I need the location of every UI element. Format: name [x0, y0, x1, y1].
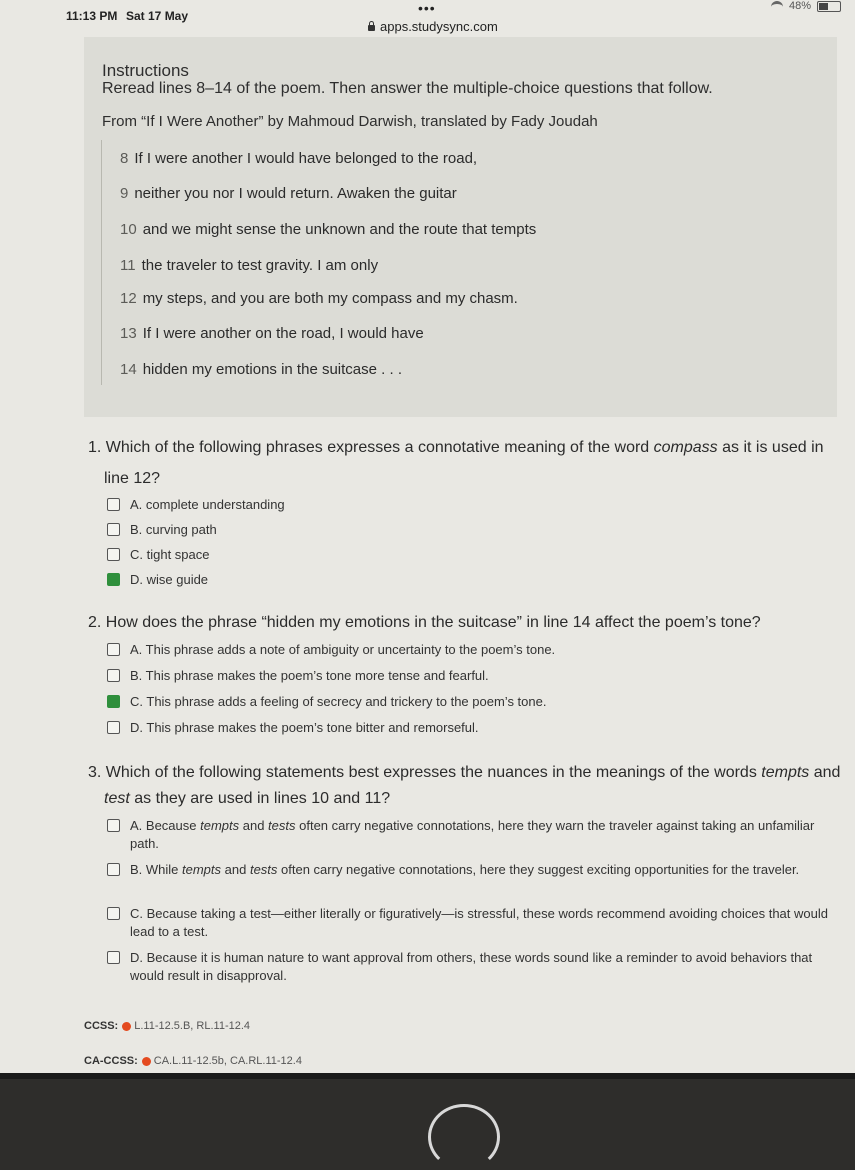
battery-status	[771, 0, 841, 12]
question-3-option-a[interactable]: A. Because tempts and tests often carry negative connotations, here they warn the traveler against taking an unfamiliar path.	[107, 817, 840, 853]
home-indicator-icon[interactable]	[428, 1104, 500, 1170]
checkbox-checked[interactable]	[107, 573, 120, 586]
checkbox[interactable]	[107, 523, 120, 536]
checkbox[interactable]	[107, 721, 120, 734]
question-1-option-b[interactable]: B. curving path	[107, 521, 217, 539]
lock-icon	[368, 25, 375, 31]
ccss-codes: L.11-12.5.B, RL.11-12.4	[134, 1020, 251, 1032]
poem-line: 8 If I were another I would have belonged to the road,	[120, 150, 478, 167]
question-2-option-c[interactable]: C. This phrase adds a feeling of secrecy and trickery to the poem’s tone.	[107, 693, 546, 711]
instructions-title: Instructions	[102, 61, 189, 80]
checkbox[interactable]	[107, 669, 120, 682]
question-3-option-b[interactable]: B. While tempts and tests often carry negative connotations, here they suggest exciting opportunities for the traveler.	[107, 861, 840, 879]
question-1-option-d[interactable]: D. wise guide	[107, 571, 208, 589]
poem-line: 14 hidden my emotions in the suitcase . . .	[120, 361, 402, 378]
standard-dot-icon	[122, 1022, 131, 1031]
ca-ccss-codes: CA.L.11-12.5b, CA.RL.11-12.4	[153, 1055, 302, 1067]
instructions-text: Reread lines 8–14 of the poem. Then answer the multiple-choice questions that follow.	[102, 80, 713, 97]
checkbox[interactable]	[107, 498, 120, 511]
question-2-option-b[interactable]: B. This phrase makes the poem’s tone more tense and fearful.	[107, 667, 489, 685]
checkbox-checked[interactable]	[107, 695, 120, 708]
question-1-text-cont: line 12?	[104, 470, 161, 487]
question-2-text: 2. How does the phrase “hidden my emotions in the suitcase” in line 14 affect the poem’s tone?	[88, 614, 761, 631]
question-2-option-a[interactable]: A. This phrase adds a note of ambiguity or uncertainty to the poem’s tone.	[107, 641, 555, 659]
checkbox[interactable]	[107, 819, 120, 832]
question-2-option-d[interactable]: D. This phrase makes the poem’s tone bitter and remorseful.	[107, 719, 479, 737]
status-time: 11:13 PM	[66, 9, 118, 23]
status-date: Sat 17 May	[126, 9, 189, 23]
poem-line: 12 my steps, and you are both my compass and my chasm.	[120, 290, 518, 307]
checkbox[interactable]	[107, 548, 120, 561]
poem-line: 10 and we might sense the unknown and the route that tempts	[120, 221, 537, 238]
wifi-icon	[771, 1, 783, 12]
poem-excerpt	[101, 140, 832, 385]
poem-source: From “If I Were Another” by Mahmoud Darwish, translated by Fady Joudah	[102, 113, 598, 130]
question-1-option-a[interactable]: A. complete understanding	[107, 496, 285, 514]
ccss-standards	[84, 1020, 250, 1032]
standard-dot-icon	[142, 1057, 151, 1066]
checkbox[interactable]	[107, 863, 120, 876]
battery-icon	[817, 1, 841, 12]
checkbox[interactable]	[107, 951, 120, 964]
checkbox[interactable]	[107, 907, 120, 920]
question-1-option-c[interactable]: C. tight space	[107, 546, 210, 564]
bottom-bar	[0, 1073, 855, 1079]
question-1-text: 1. Which of the following phrases expresses a connotative meaning of the word compass as it is used in	[88, 439, 824, 456]
ca-ccss-standards	[84, 1055, 302, 1067]
question-3-text-cont: test as they are used in lines 10 and 11?	[104, 790, 391, 807]
battery-percent: 48%	[788, 0, 811, 12]
ccss-label: CCSS:	[84, 1020, 119, 1032]
url-text: apps.studysync.com	[380, 19, 498, 34]
question-3-option-c[interactable]: C. Because taking a test—either literally or figuratively—is stressful, these words recommend avoiding choices that would lead to a test.	[107, 905, 840, 941]
question-3-option-d[interactable]: D. Because it is human nature to want approval from others, these words sound like a reminder to avoid behaviors that would result in disapproval.	[107, 949, 840, 985]
question-3-text: 3. Which of the following statements best expresses the nuances in the meanings of the words tempts and	[88, 764, 841, 781]
poem-line: 13 If I were another on the road, I would have	[120, 325, 424, 342]
poem-line: 9 neither you nor I would return. Awaken the guitar	[120, 185, 457, 202]
checkbox[interactable]	[107, 643, 120, 656]
poem-line: 11 the traveler to test gravity. I am only	[120, 257, 379, 274]
ca-ccss-label: CA-CCSS:	[84, 1055, 138, 1067]
multitask-dots-icon[interactable]: •••	[418, 0, 436, 16]
address-bar[interactable]	[368, 19, 498, 34]
